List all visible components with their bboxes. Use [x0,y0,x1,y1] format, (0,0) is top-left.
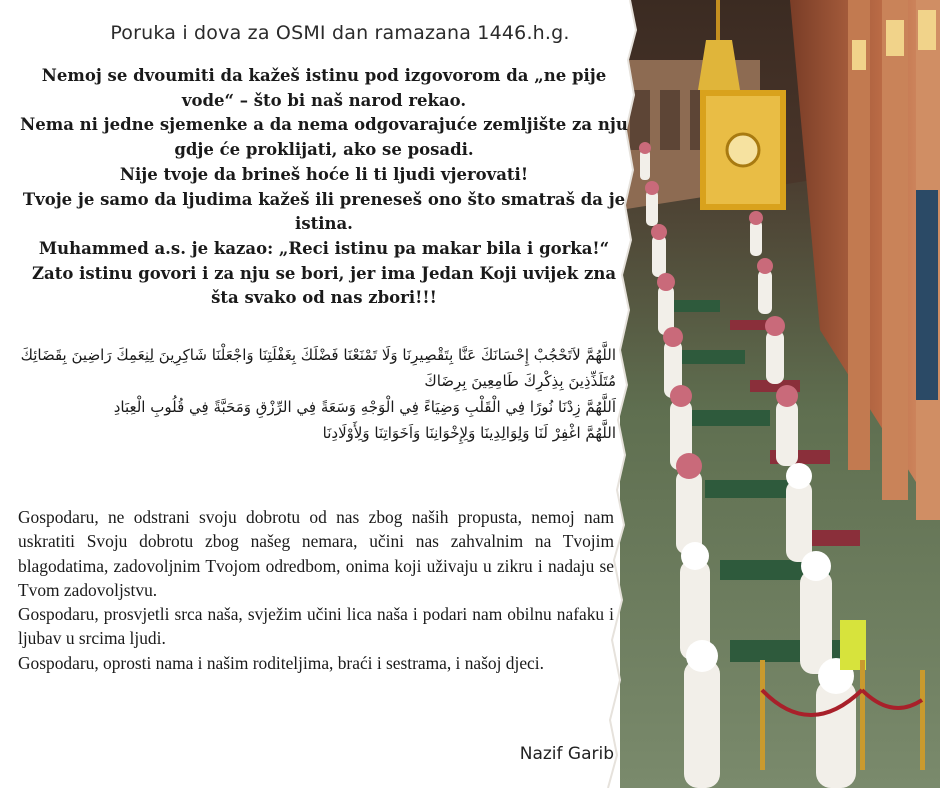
dua-translation [18,505,614,675]
arabic-dua [16,342,616,446]
translation-paragraph: Gospodaru, oprosti nama i našim roditeljima, braći i sestrama, i našoj djeci. [18,652,544,673]
intro-line: Muhammed a.s. je kazao: „Reci istinu pa makar bila i gorka!“ [38,238,610,258]
page-title: Poruka i dova za OSMI dan ramazana 1446.h.g. [110,22,570,44]
translation-paragraph: Gospodaru, ne odstrani svoju dobrotu od nas zbog naših propusta, nemoj nam uskratiti Svoju dobrotu zbog našeg nemara, učini nas zahvalnim na Tvojim blagodatima, zadovoljnim Tvojom odredbom, onima koji uživaju u zikru i nadaju se Tvom zadovoljstvu. [18,507,614,600]
intro-line: Tvoje je samo da ljudima kažeš ili preneseš ono što smatraš da je istina. [22,189,626,234]
translation-paragraph: Gospodaru, prosvjetli srca naša, svježim učini lica naša i podari nam obilnu nafaku i ljubav u srcima ljudi. [18,604,614,649]
intro-line: Nemoj se dvoumiti da kažeš istinu pod izgovorom da „ne pije vode“ – što bi naš narod rekao. [41,66,607,110]
arabic-line: اللَّهُمَّ اغْفِرْ لَنَا وَلِوَالِدِينَا وَلِإِخْوَانِنَا وَاَخَوَاتِنَا وَلِأَوْلَادِنَا [322,424,616,442]
intro-message [18,64,630,311]
arabic-line: اَللَّهُمَّ زِدْنَا نُورًا فِي الْقَلْبِ وَضِيَاءً فِي الْوَجْهِ وَسَعَةً فِي الرِّزْقِ وَمَحَبَّةً فِي قُلُوبِ الْعِبَادِ [113,398,616,416]
arabic-line: اللَّهُمَّ لاَتَحْجُبْ إِحْسَانَكَ عَنَّا بِتَقْصِيرِنَا وَلَا تَمْنَعْنَا فَضْلَكَ بِغَفْلَتِنَا وَاجْعَلْنَا شَاكِرِينَ لِنِعَمِكَ رَاضِينَ بِقَضَائِكَ مُتَلَذِّذِينَ بِذِكْرِكَ طَامِعِينَ بِرِضَاكَ [20,346,616,390]
intro-line: Nije tvoje da brineš hoće li ti ljudi vjerovati! [119,164,529,184]
intro-line: Zato istinu govori i za nju se bori, jer ima Jedan Koji uvijek zna šta svako od nas zbori!!! [31,263,617,308]
intro-line: Nema ni jedne sjemenke a da nema odgovarajuće zemljište za nju gdje će proklijati, ako se posadi. [20,115,628,160]
mosque-photo [620,0,940,788]
author-signature: Nazif Garib [519,744,614,764]
